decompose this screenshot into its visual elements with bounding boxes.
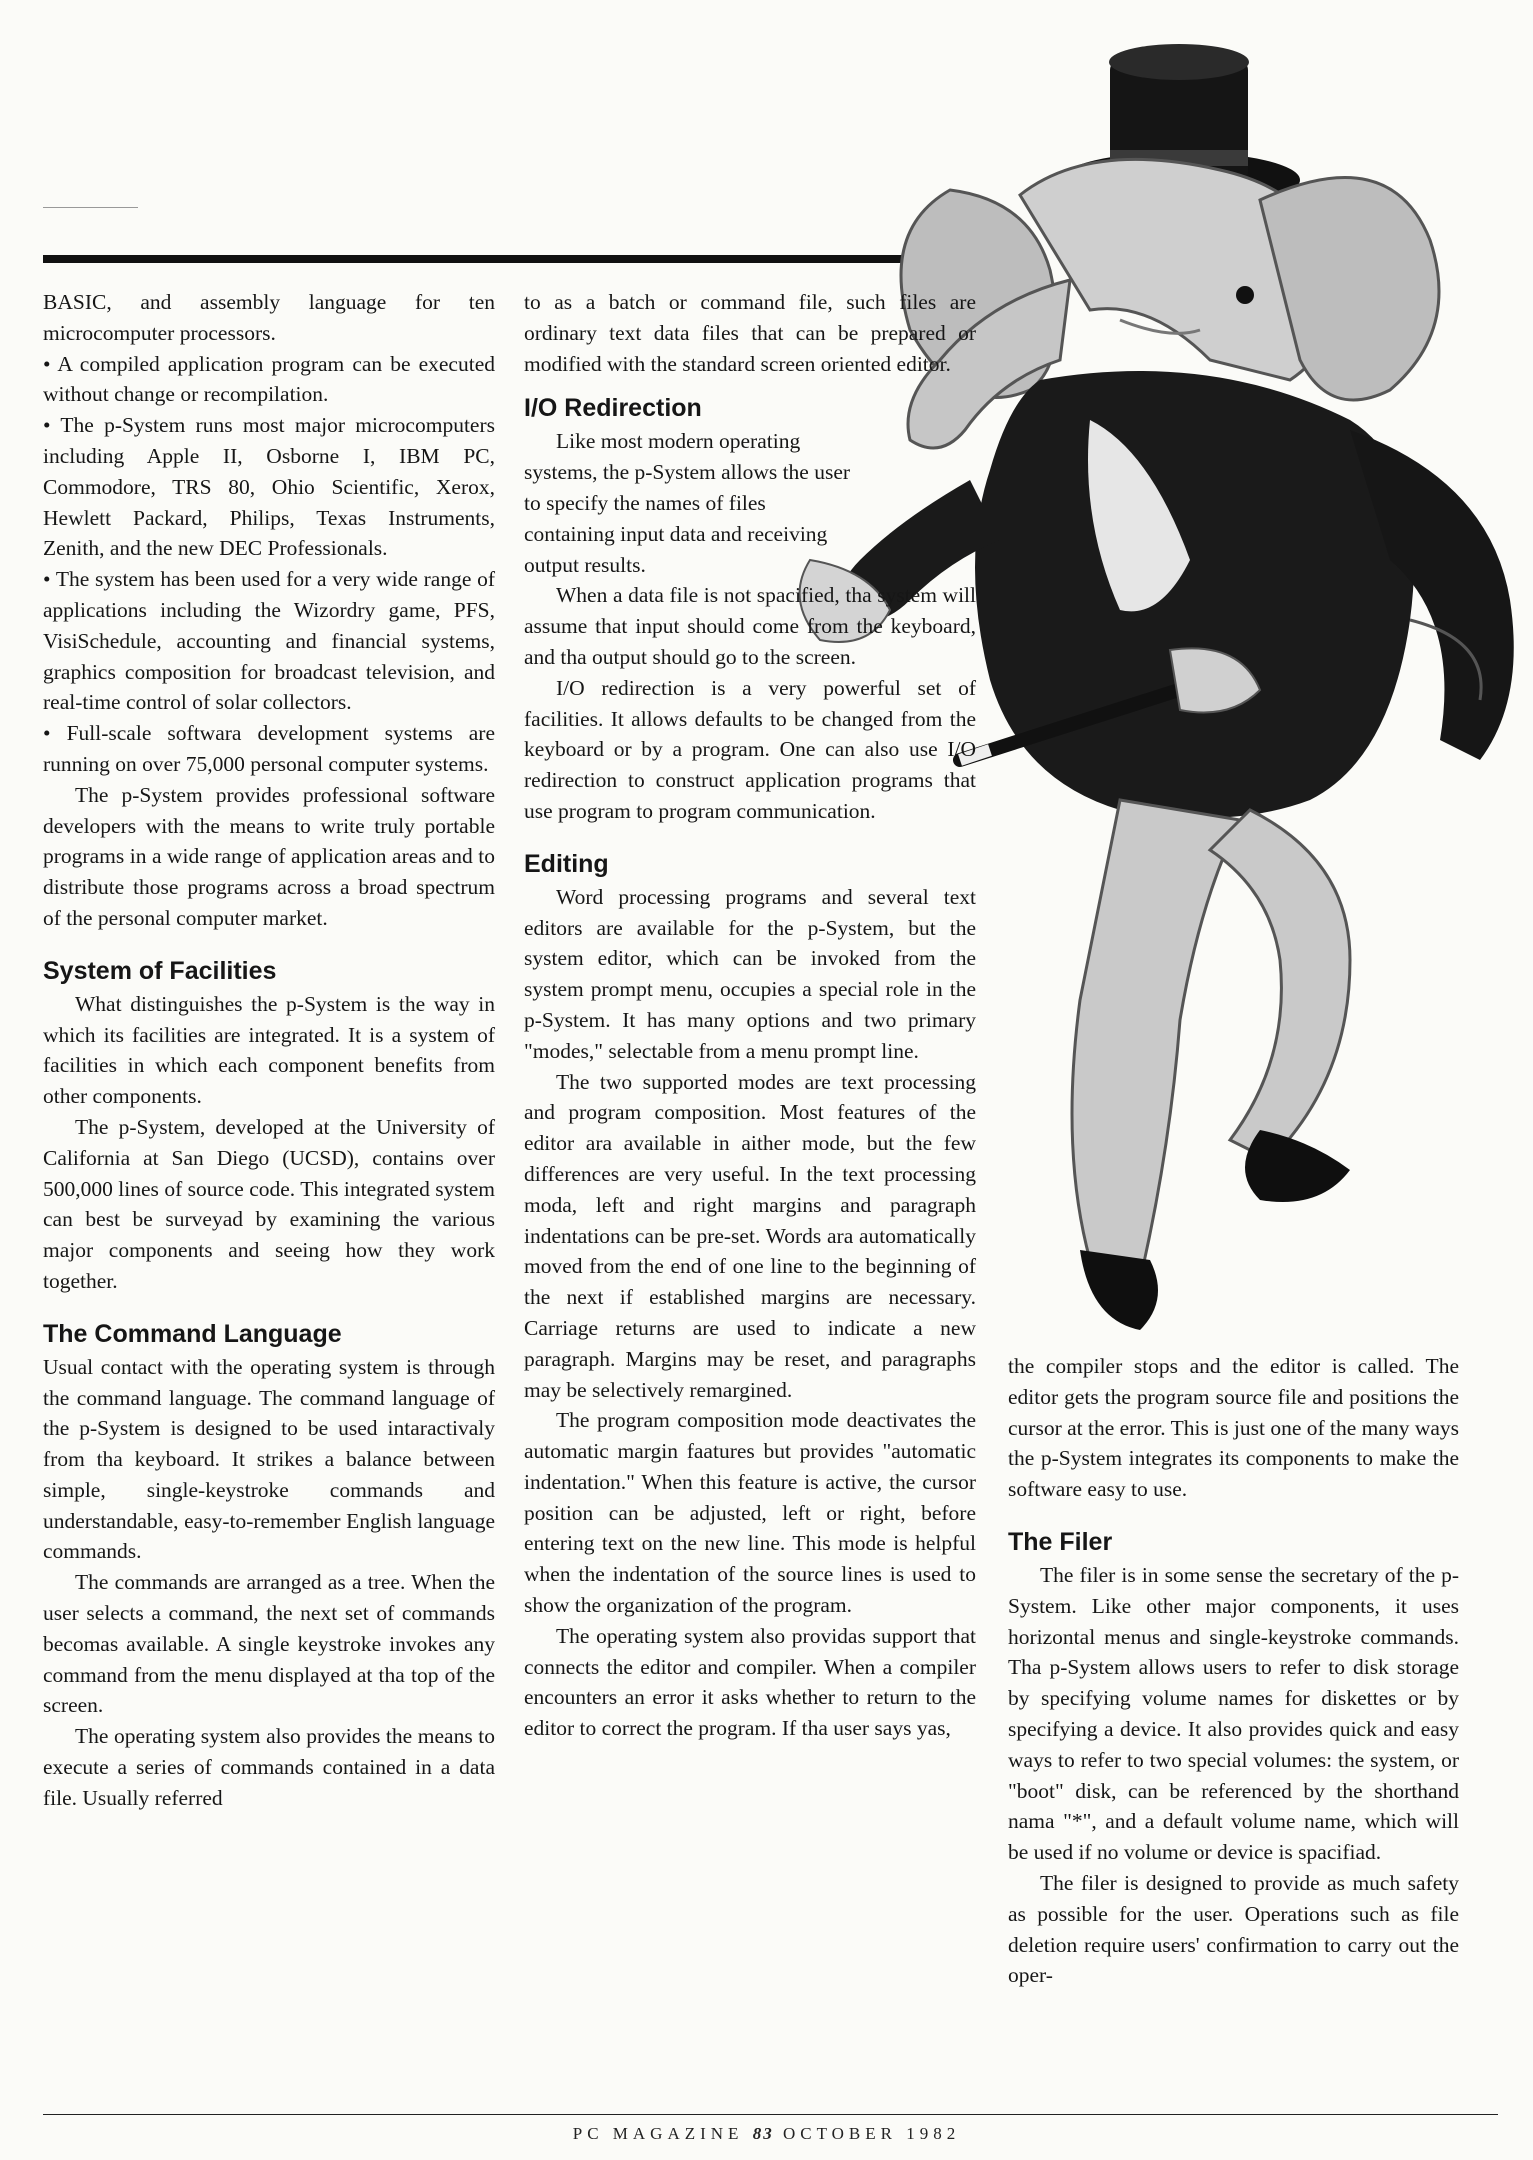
bullet-item: • The p-System runs most major microcomputers including Apple II, Osborne I, IBM PC, Commodore, TRS 80, Ohio Scientific, Xerox, Hewlett Packard, Philips, Texas Instruments, Zenith, and the new DEC Professionals. [43, 413, 495, 561]
bullet-item: • The system has been used for a very wide range of applications including the Wizordry game, PFS, VisiSchedule, accounting and financial systems, graphics composition for broadcast television, and real-time control of solar collectors. [43, 567, 495, 715]
column-2 [524, 287, 976, 1744]
section-heading-filer: The Filer [1008, 1527, 1113, 1556]
paragraph: BASIC, and assembly language for ten microcomputer processors. [43, 290, 495, 345]
bullet-item: • Full-scale softwara development systems are running on over 75,000 personal computer systems. [43, 721, 495, 776]
section-heading-editing: Editing [524, 849, 609, 878]
paragraph: The p-System provides professional software developers with the means to write truly portable programs in a wide range of application areas and to distribute those programs across a broad spectrum of the personal computer market. [43, 782, 495, 930]
section-heading-command-language: The Command Language [43, 1319, 342, 1348]
paragraph: The filer is designed to provide as much safety as possible for the user. Operations such as file deletion require users' confirmation to carry out the oper- [1008, 1870, 1459, 1988]
page-footer [0, 2124, 1533, 2144]
paragraph: The filer is in some sense the secretary of the p-System. Like other major components, it uses horizontal menus and single-keystroke commands. Tha p-System allows users to refer to disk storage by specifying volume names for diskettes or by specifying a device. It also provides quick and easy ways to refer to two special volumes: the system, or "boot" disk, can be referenced by the shorthand nama "*", and a default volume name, which will be used if no volume or device is spacifiad. [1008, 1562, 1459, 1865]
header-hairline [43, 207, 138, 208]
paragraph: Usual contact with the operating system is through the command language. The command language of the p-System is designed to be used intaractivaly from tha keyboard. It strikes a balance between simple, single-keystroke commands and understandable, easy-to-remember English language commands. [43, 1354, 495, 1564]
section-heading-io-redirection: I/O Redirection [524, 394, 702, 423]
paragraph: to as a batch or command file, such files are ordinary text data files that can be prepared or modified with the standard screen oriented editor. [524, 290, 976, 376]
paragraph: When a data file is not spacified, tha system will assume that input should come from the keyboard, and tha output should go to the screen. [524, 583, 976, 669]
paragraph: Word processing programs and several text editors are available for the p-System, but the system editor, which can be invoked from the system prompt menu, occupies a special role in the p-System. It has many options and two primary "modes," selectable from a menu prompt line. [524, 884, 976, 1063]
section-heading-facilities: System of Facilities [43, 956, 277, 985]
bullet-item: • A compiled application program can be executed without change or recompilation. [43, 351, 495, 407]
paragraph: The operating system also providas support that connects the editor and compiler. When a compiler encounters an error it asks whether to return to the editor to correct the program. If tha user says yas, [524, 1623, 976, 1741]
footer-rule [43, 2114, 1498, 2115]
paragraph: the compiler stops and the editor is called. The editor gets the program source file and positions the cursor at the error. This is just one of the many ways the p-System integrates its components to make the software easy to use. [1008, 1354, 1460, 1502]
paragraph: Like most modern operating systems, the p-System allows the user to specify the names of files containing input data and receiving output results. [524, 429, 851, 577]
paragraph: The two supported modes are text processing and program composition. Most features of the editor ara available in aither mode, but the few differences are very useful. In the text processing moda, left and right margins and paragraph indentations can be pre-set. Words ara automatically moved from the end of one line to the beginning of the next if established margins are necessary. Carriage returns are used to indicate a new paragraph. Margins may be reset, and paragraphs may be selectively remargined. [524, 1069, 976, 1402]
magazine-name: PC MAGAZINE [572, 2124, 744, 2143]
issue-date: OCTOBER 1982 [782, 2124, 961, 2143]
paragraph: What distinguishes the p-System is the way in which its facilities are integrated. It is a system of facilities in which each component benefits from other components. [43, 991, 495, 1109]
column-1 [43, 287, 495, 1814]
paragraph: I/O redirection is a very powerful set of facilities. It allows defaults to be changed from the keyboard or by a program. One can also use I/O redirection to construct application programs that use program to program communication. [524, 675, 976, 823]
paragraph: The program composition mode deactivates the automatic margin faatures but provides "automatic indentation." When this feature is active, the cursor position can be adjusted, left or right, before entering text on the new line. This mode is helpful when the indentation of the source lines is used to show the organization of the program. [524, 1408, 976, 1618]
paragraph: The operating system also provides the means to execute a series of commands contained in a data file. Usually referred [43, 1724, 495, 1810]
paragraph: The commands are arranged as a tree. When the user selects a command, the next set of commands becomas available. A single keystroke invokes any command from the menu displayed at tha top of the screen. [43, 1570, 495, 1718]
page-number: 83 [752, 2124, 774, 2143]
column-3 [1008, 1351, 1459, 1991]
paragraph: The p-System, developed at the University of California at San Diego (UCSD), contains over 500,000 lines of source code. This integrated system can best be surveyad by examining the various major components and seeing how they work together. [43, 1114, 495, 1293]
